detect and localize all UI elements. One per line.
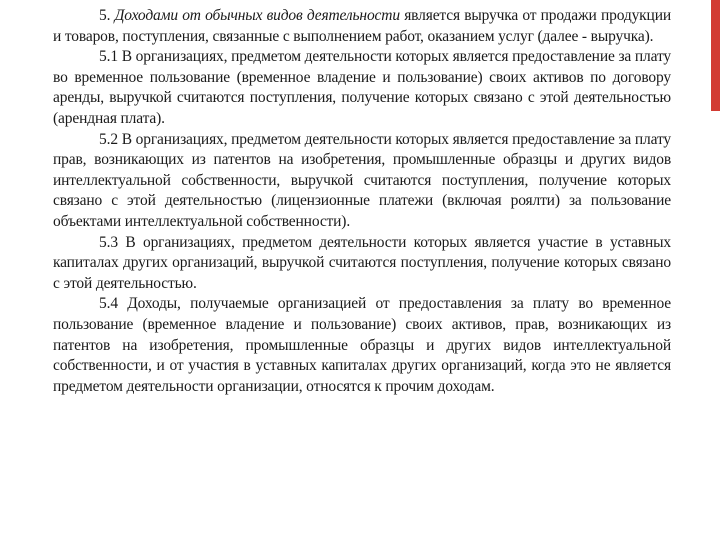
accent-bar	[711, 0, 720, 111]
paragraph-5-3	[53, 233, 671, 295]
paragraph-number: 5.1	[99, 48, 118, 66]
paragraph-number: 5.2	[99, 130, 118, 148]
paragraph-number: 5.4	[99, 295, 118, 313]
paragraph-5	[53, 6, 671, 47]
paragraph-text: Доходы, получаемые организацией от предоставления за плату во временное пользование (временное владение и пользование) своих активов, прав, возникающих из патентов на изобретения, промышленные образцы и других видов интеллектуальной собственности, и от участия в уставных капиталах других организаций, когда это не является предметом деятельности организации, относятся к прочим доходам.	[53, 295, 671, 395]
slide-text-body	[53, 6, 671, 397]
paragraph-text: В организациях, предметом деятельности которых является предоставление за плату во временное пользование (временное владение и пользование) своих активов по договору аренды, выручкой считаются поступления, получение которых связано с этой деятельностью (арендная плата).	[53, 48, 671, 127]
paragraph-text: является выручка от продажи продукции и товаров, поступления, связанные с выполнением работ, оказанием услуг (далее - выручка).	[53, 7, 671, 45]
paragraph-5-2	[53, 130, 671, 233]
paragraph-number: 5.	[99, 7, 111, 24]
paragraph-number: 5.3	[99, 233, 118, 251]
paragraph-italic-lead: Доходами от обычных видов деятельности	[114, 7, 400, 24]
paragraph-5-4	[53, 294, 671, 397]
paragraph-text: В организациях, предметом деятельности которых является предоставление за плату прав, возникающих из патентов на изобретения, промышленные образцы и других видов интеллектуальной собственности, выручкой считаются поступления, получение которых связано с этой деятельностью (лицензионные платежи (включая роялти) за пользование объектами интеллектуальной собственности).	[53, 130, 671, 230]
paragraph-text: В организациях, предметом деятельности которых является участие в уставных капиталах других организаций, выручкой считаются поступления, получение которых связано с этой деятельностью.	[53, 233, 671, 292]
paragraph-5-1	[53, 47, 671, 129]
